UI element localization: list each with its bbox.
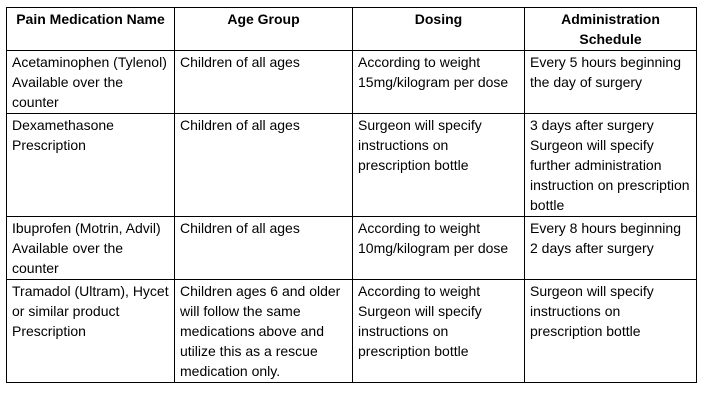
cell-schedule: [525, 51, 697, 114]
header-medication-name: Pain Medication Name: [7, 8, 175, 51]
cell-medication-name: [7, 114, 175, 217]
table-row: [7, 114, 697, 217]
cell-medication-name: [7, 217, 175, 280]
cell-line: Ibuprofen (Motrin, Advil): [12, 220, 161, 236]
cell-line: According to weight 10mg/kilogram per dose: [358, 220, 509, 256]
cell-line: Dexamethasone: [12, 117, 114, 133]
cell-line: Tramadol (Ultram), Hycet or similar product: [12, 283, 169, 319]
table-row: [7, 280, 697, 383]
cell-line: Every 8 hours beginning 2 days after surgery: [530, 220, 681, 256]
cell-dosing: [353, 114, 525, 217]
cell-schedule: [525, 114, 697, 217]
cell-age-group: [175, 280, 353, 383]
medication-table: [6, 7, 697, 383]
cell-line: Children of all ages: [180, 117, 300, 133]
header-row: [7, 8, 697, 51]
cell-line: Prescription: [12, 323, 86, 339]
cell-line: Available over the counter: [12, 240, 124, 276]
cell-schedule: [525, 280, 697, 383]
cell-line: Children of all ages: [180, 220, 300, 236]
cell-line: According to weight 15mg/kilogram per dose: [358, 54, 509, 90]
cell-age-group: [175, 217, 353, 280]
cell-line: Children of all ages: [180, 54, 300, 70]
cell-line: Surgeon will specify instructions on prescription bottle: [530, 283, 654, 339]
cell-line: Surgeon will specify instructions on prescription bottle: [358, 117, 482, 173]
header-dosing: Dosing: [353, 8, 525, 51]
header-age-group: Age Group: [175, 8, 353, 51]
cell-line: Surgeon will specify further administration instruction on prescription bottle: [530, 137, 690, 213]
cell-line: Surgeon will specify instructions on prescription bottle: [358, 303, 482, 359]
cell-age-group: [175, 51, 353, 114]
cell-line: Acetaminophen (Tylenol): [12, 54, 167, 70]
cell-line: Prescription: [12, 137, 86, 153]
cell-dosing: [353, 280, 525, 383]
cell-line: Children ages 6 and older will follow the same medications above and utilize this as a rescue medication only.: [180, 283, 341, 379]
header-administration-schedule: Administration Schedule: [525, 8, 697, 51]
cell-dosing: [353, 51, 525, 114]
cell-line: Every 5 hours beginning the day of surgery: [530, 54, 681, 90]
table-row: [7, 217, 697, 280]
cell-line: Available over the counter: [12, 74, 124, 110]
cell-dosing: [353, 217, 525, 280]
cell-schedule: [525, 217, 697, 280]
cell-age-group: [175, 114, 353, 217]
cell-line: 3 days after surgery: [530, 117, 654, 133]
cell-line: According to weight: [358, 283, 481, 299]
table-row: [7, 51, 697, 114]
cell-medication-name: [7, 51, 175, 114]
cell-medication-name: [7, 280, 175, 383]
